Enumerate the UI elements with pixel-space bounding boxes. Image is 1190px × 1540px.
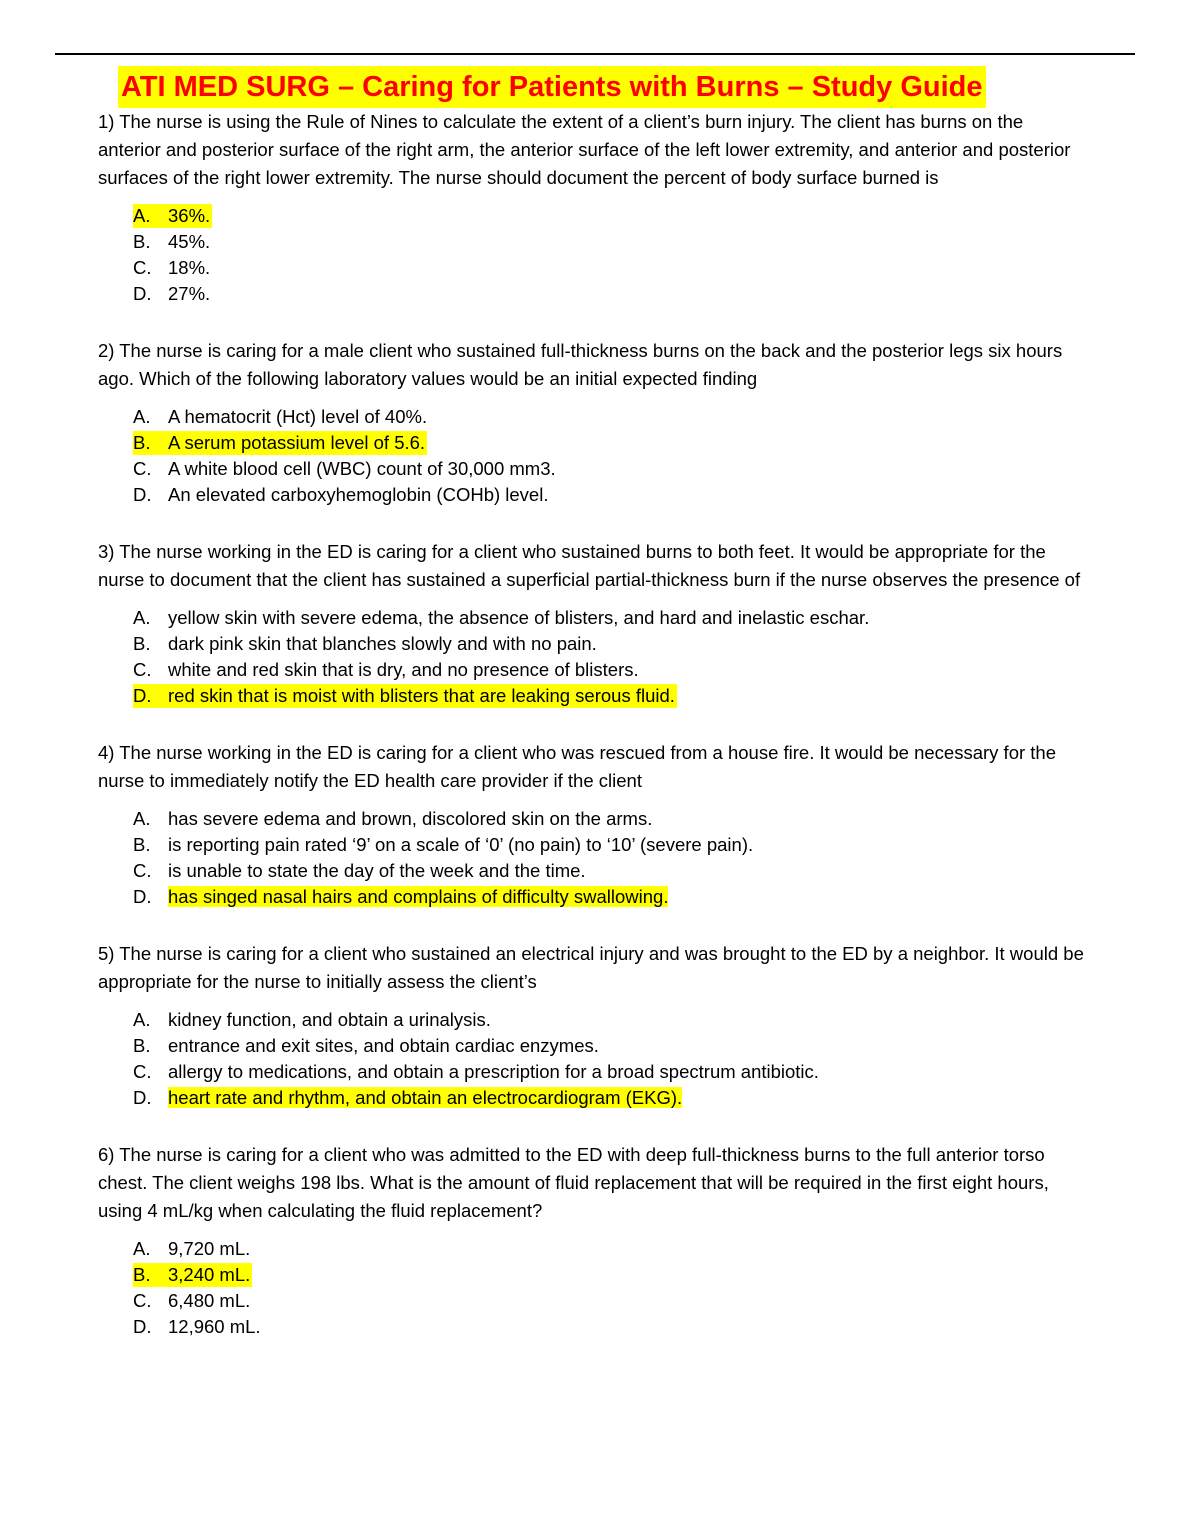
option-a — [98, 1007, 1088, 1033]
option-letter: A. — [133, 1238, 151, 1259]
option-c — [98, 1288, 1088, 1314]
option-text: allergy to medications, and obtain a prescription for a broad spectrum antibiotic. — [168, 1061, 819, 1082]
option-b — [98, 229, 1088, 255]
option-letter: D. — [133, 283, 152, 304]
option-letter: D. — [133, 1087, 152, 1108]
answer-options — [98, 806, 1088, 910]
option-letter: B. — [133, 1264, 151, 1285]
title-wrap — [118, 66, 986, 108]
option-b — [98, 1033, 1088, 1059]
option-text: 18%. — [168, 257, 211, 278]
option-letter: C. — [133, 458, 152, 479]
option-letter: A. — [133, 406, 151, 427]
option-letter: A. — [133, 1009, 151, 1030]
option-text: dark pink skin that blanches slowly and with no pain. — [168, 633, 597, 654]
option-letter: B. — [133, 432, 151, 453]
option-text: A serum potassium level of 5.6. — [168, 432, 426, 453]
option-letter: D. — [133, 1316, 152, 1337]
option-b — [98, 631, 1088, 657]
option-letter: D. — [133, 685, 152, 706]
option-text: has singed nasal hairs and complains of difficulty swallowing. — [168, 886, 669, 907]
option-text: yellow skin with severe edema, the absence of blisters, and hard and inelastic eschar. — [168, 607, 870, 628]
option-c — [98, 657, 1088, 683]
option-a — [98, 203, 1088, 229]
option-letter: C. — [133, 1061, 152, 1082]
option-text: 6,480 mL. — [168, 1290, 251, 1311]
option-d — [98, 281, 1088, 307]
option-text: A white blood cell (WBC) count of 30,000 mm3. — [168, 458, 556, 479]
option-letter: D. — [133, 484, 152, 505]
option-text: 3,240 mL. — [168, 1264, 251, 1285]
option-a — [98, 605, 1088, 631]
option-text: 12,960 mL. — [168, 1316, 261, 1337]
option-letter: A. — [133, 205, 151, 226]
option-d — [98, 884, 1088, 910]
option-b — [98, 430, 1088, 456]
option-d — [98, 1314, 1088, 1340]
question-6 — [98, 1141, 1088, 1340]
option-c — [98, 1059, 1088, 1085]
question-text: 2) The nurse is caring for a male client who sustained full-thickness burns on the back and the posterior legs six hours ago. Which of the following laboratory values would be an initial expected finding — [98, 340, 1063, 389]
option-letter: B. — [133, 834, 151, 855]
question-text: 3) The nurse working in the ED is caring for a client who sustained burns to both feet. It would be appropriate for the nurse to document that the client has sustained a superficial partial-thickness burn if the nurse observes the presence of — [98, 541, 1081, 590]
option-d — [98, 1085, 1088, 1111]
question-3 — [98, 538, 1088, 709]
option-c — [98, 255, 1088, 281]
question-1 — [98, 108, 1088, 307]
answer-options — [98, 1007, 1088, 1111]
top-rule — [55, 53, 1135, 55]
option-letter: B. — [133, 633, 151, 654]
option-b — [98, 1262, 1088, 1288]
answer-options — [98, 203, 1088, 307]
question-text: 5) The nurse is caring for a client who sustained an electrical injury and was brought to the ED by a neighbor. It would be appropriate for the nurse to initially assess the client’s — [98, 943, 1084, 992]
option-letter: B. — [133, 1035, 151, 1056]
question-list — [98, 108, 1088, 1340]
question-text: 4) The nurse working in the ED is caring for a client who was rescued from a house fire. It would be necessary for the nurse to immediately notify the ED health care provider if the client — [98, 742, 1057, 791]
option-text: heart rate and rhythm, and obtain an electrocardiogram (EKG). — [168, 1087, 683, 1108]
option-text: is reporting pain rated ‘9’ on a scale of ‘0’ (no pain) to ‘10’ (severe pain). — [168, 834, 754, 855]
question-text: 6) The nurse is caring for a client who was admitted to the ED with deep full-thickness burns to the full anterior torso chest. The client weighs 198 lbs. What is the amount of fluid replacement that will be required in the first eight hours, using 4 mL/kg when calculating the fluid replacement? — [98, 1144, 1049, 1221]
question-2 — [98, 337, 1088, 508]
answer-options — [98, 1236, 1088, 1340]
option-text: is unable to state the day of the week and the time. — [168, 860, 586, 881]
option-text: has severe edema and brown, discolored skin on the arms. — [168, 808, 653, 829]
option-letter: A. — [133, 808, 151, 829]
option-letter: C. — [133, 257, 152, 278]
option-a — [98, 806, 1088, 832]
option-d — [98, 683, 1088, 709]
option-text: A hematocrit (Hct) level of 40%. — [168, 406, 428, 427]
option-c — [98, 858, 1088, 884]
page-title: ATI MED SURG – Caring for Patients with Burns – Study Guide — [118, 66, 986, 108]
option-a — [98, 404, 1088, 430]
option-b — [98, 832, 1088, 858]
option-text: An elevated carboxyhemoglobin (COHb) level. — [168, 484, 549, 505]
option-d — [98, 482, 1088, 508]
answer-options — [98, 605, 1088, 709]
option-text: 45%. — [168, 231, 211, 252]
option-letter: C. — [133, 1290, 152, 1311]
option-letter: B. — [133, 231, 151, 252]
option-text: 9,720 mL. — [168, 1238, 251, 1259]
option-a — [98, 1236, 1088, 1262]
question-4 — [98, 739, 1088, 910]
question-5 — [98, 940, 1088, 1111]
option-text: white and red skin that is dry, and no presence of blisters. — [168, 659, 639, 680]
option-text: 36%. — [168, 205, 211, 226]
option-letter: A. — [133, 607, 151, 628]
option-letter: C. — [133, 659, 152, 680]
option-text: entrance and exit sites, and obtain cardiac enzymes. — [168, 1035, 599, 1056]
option-letter: C. — [133, 860, 152, 881]
question-text: 1) The nurse is using the Rule of Nines to calculate the extent of a client’s burn injury. The client has burns on the anterior and posterior surface of the right arm, the anterior surface of the left lower extremity, and anterior and posterior surfaces of the right lower extremity. The nurse should document the percent of body surface burned is — [98, 111, 1071, 188]
option-letter: D. — [133, 886, 152, 907]
answer-options — [98, 404, 1088, 508]
option-c — [98, 456, 1088, 482]
option-text: kidney function, and obtain a urinalysis. — [168, 1009, 491, 1030]
option-text: 27%. — [168, 283, 211, 304]
option-text: red skin that is moist with blisters that are leaking serous fluid. — [168, 685, 675, 706]
